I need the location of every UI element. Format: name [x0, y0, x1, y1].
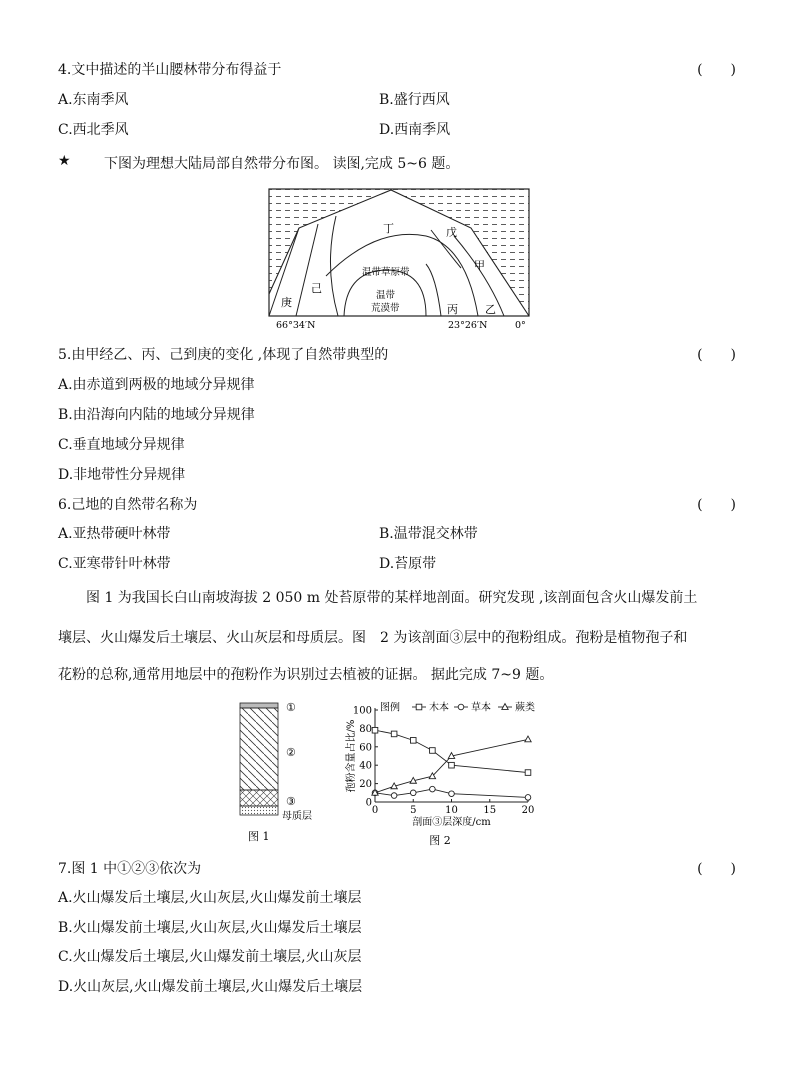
q6-option-b[interactable]: B.温带混交林带	[379, 526, 478, 542]
lat-arctic-circle: 66°34′N	[276, 320, 316, 331]
label-desert-2: 荒漠带	[371, 303, 400, 314]
data-point-circle	[430, 786, 436, 792]
label-wu: 戊	[446, 226, 457, 239]
label-desert-1: 温带	[376, 290, 396, 301]
y-tick-label: 60	[359, 742, 372, 754]
data-point-triangle	[525, 736, 531, 742]
natural-zone-diagram	[266, 186, 536, 332]
fig2-caption: 图 2	[429, 834, 451, 847]
y-tick-label: 100	[352, 705, 372, 717]
y-tick-label: 20	[359, 779, 372, 791]
data-point-square	[449, 762, 455, 768]
x-axis-label: 剖面③层深度/cm	[412, 817, 491, 828]
intro2-line2: 壤层、火山爆发后土壤层、火山灰层和母质层。图 2 为该剖面③层中的孢粉组成。孢粉是植物孢子和	[58, 630, 688, 646]
legend-label: 蕨类	[515, 702, 535, 714]
label-bing: 丙	[447, 303, 458, 316]
data-point-circle	[449, 791, 455, 797]
star-icon: ★	[58, 153, 71, 169]
q4-answer-blank[interactable]: ( )	[697, 62, 736, 78]
x-tick-label: 20	[521, 805, 535, 816]
intro1-text: 下图为理想大陆局部自然带分布图。 读图,完成 5~6 题。	[104, 156, 460, 172]
legend-label: 木本	[429, 702, 449, 714]
label-geng: 庚	[281, 296, 292, 309]
q4-option-d[interactable]: D.西南季风	[379, 122, 451, 138]
data-point-circle	[525, 795, 531, 801]
q6-stem: 6.己地的自然带名称为	[58, 497, 198, 513]
spore-pollen-chart	[340, 698, 545, 848]
legend-label: 草本	[471, 702, 491, 714]
data-point-square	[525, 770, 531, 776]
data-point-circle	[391, 793, 397, 799]
fig1-caption: 图 1	[248, 830, 270, 843]
data-point-square	[410, 738, 416, 744]
q6-option-c[interactable]: C.亚寒带针叶林带	[58, 556, 171, 572]
x-tick-label: 10	[445, 805, 458, 816]
q6-option-a[interactable]: A.亚热带硬叶林带	[58, 526, 171, 542]
legend-marker-square	[416, 704, 422, 710]
q5-answer-blank[interactable]: ( )	[697, 347, 736, 363]
q5-option-a[interactable]: A.由赤道到两极的地域分异规律	[58, 377, 255, 393]
q7-answer-blank[interactable]: ( )	[697, 861, 736, 877]
data-point-circle	[410, 790, 416, 796]
data-point-square	[391, 731, 397, 737]
q5-stem: 5.由甲经乙、丙、己到庚的变化 ,体现了自然带典型的	[58, 347, 389, 363]
intro2-line1: 图 1 为我国长白山南坡海拔 2 050 m 处苔原带的某样地剖面。研究发现 ,该剖面包含火山爆发前土	[86, 590, 698, 606]
q6-answer-blank[interactable]: ( )	[697, 497, 736, 513]
lat-tropic: 23°26′N	[448, 320, 488, 331]
q4-option-c[interactable]: C.西北季风	[58, 122, 129, 138]
y-axis-label: 孢粉含量占比/%	[346, 719, 357, 793]
data-point-square	[430, 748, 436, 754]
q7-option-c[interactable]: C.火山爆发后土壤层,火山爆发前土壤层,火山灰层	[58, 949, 362, 965]
q7-option-a[interactable]: A.火山爆发后土壤层,火山灰层,火山爆发前土壤层	[58, 890, 362, 906]
label-jia: 甲	[474, 259, 485, 272]
layer-2-label: ②	[286, 746, 296, 759]
data-point-square	[372, 727, 378, 733]
label-ding: 丁	[383, 222, 394, 235]
q4-stem: 4.文中描述的半山腰林带分布得益于	[58, 62, 282, 78]
y-tick-label: 80	[359, 723, 372, 735]
q7-stem: 7.图 1 中①②③依次为	[58, 861, 202, 877]
lat-equator: 0°	[515, 320, 526, 331]
legend-title: 图例	[380, 702, 400, 714]
intro2-line3: 花粉的总称,通常用地层中的孢粉作为识别过去植被的证据。 据此完成 7~9 题。	[58, 667, 554, 683]
label-temperate-steppe: 温带草原带	[362, 267, 410, 278]
x-tick-label: 5	[410, 805, 417, 816]
q7-option-d[interactable]: D.火山灰层,火山爆发前土壤层,火山爆发后土壤层	[58, 979, 363, 995]
y-tick-label: 0	[365, 797, 372, 809]
q6-option-d[interactable]: D.苔原带	[379, 556, 437, 572]
q4-option-a[interactable]: A.东南季风	[58, 92, 129, 108]
parent-material-label: 母质层	[282, 811, 312, 822]
q5-option-d[interactable]: D.非地带性分异规律	[58, 467, 186, 483]
y-tick-label: 40	[359, 760, 372, 772]
q5-option-b[interactable]: B.由沿海向内陆的地域分异规律	[58, 407, 255, 423]
legend-marker-circle	[458, 704, 464, 710]
label-ji: 己	[311, 282, 322, 295]
x-tick-label: 15	[483, 805, 497, 816]
q7-option-b[interactable]: B.火山爆发前土壤层,火山灰层,火山爆发后土壤层	[58, 920, 362, 936]
q5-option-c[interactable]: C.垂直地域分异规律	[58, 437, 185, 453]
x-tick-label: 0	[371, 805, 379, 816]
label-yi: 乙	[485, 303, 496, 316]
legend-marker-triangle	[502, 704, 508, 710]
layer-1-label: ①	[286, 701, 296, 714]
layer-3-label: ③	[286, 795, 296, 808]
soil-profile-figure	[232, 698, 332, 846]
q4-option-b[interactable]: B.盛行西风	[379, 92, 450, 108]
